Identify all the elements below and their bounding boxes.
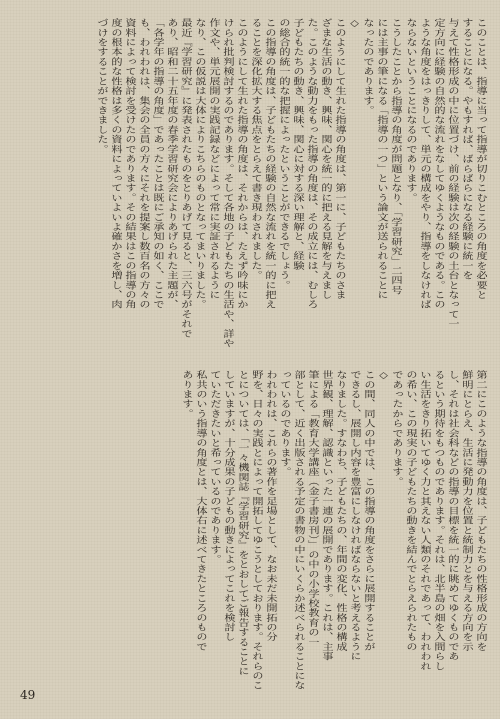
upper-left-text-column: 「各学年の指導の角度」であったことは既にご承知の如く、ここで — [152, 18, 165, 310]
lower-text-column: 鮮明にとらえ、生活に発動力を位置と統制力とを与える方向を示 — [461, 370, 474, 652]
upper-text-column: 与えて性格形成の中に位置づけ、前の経験は次の経験の土台となって一 — [447, 18, 460, 329]
upper-text-column: することになる。やもすれば、ばらばらになる経験に統一を — [461, 18, 474, 281]
lower-text-column: 筆による「教育大学講座（金子書房刊）」の中の小学校教育の一 — [307, 370, 320, 647]
upper-left-text-column: 度の根本的な性格は多くの資料によっていよいよ確かさを増し、肉 — [110, 18, 123, 310]
upper-text-column: た。このような動力をもった指導の角度は、その成立には、むしろ — [306, 18, 319, 310]
upper-text-column: なったのであります。 — [362, 18, 375, 116]
lower-text-column: なりました。すなわち、子どもたちの、年間の変化、性格の構成 — [335, 370, 348, 652]
upper-left-text-column: 資料によって検討を受けたのであります。その結果はこの指導の角 — [124, 18, 137, 310]
lower-text-column: 野を、日々の実践とによって開拓してゆこうとしております。それらのこ — [251, 370, 264, 691]
upper-text-column: ような角度をはっきりして、単元の構成をやり、指導をしなければ — [419, 18, 432, 310]
upper-text-column: ならないということになるのであります。 — [405, 18, 418, 203]
lower-text-column: 世界観、理解、認識といった一連の展開であります。これは、主事 — [321, 370, 334, 662]
upper-left-text-column: このようにして生れた指導の角度は、それからは、たえず吟味にか — [236, 18, 249, 310]
lower-text-column: われわれは、これらの著作を足場として、なお未だ未開拓の分 — [265, 370, 278, 642]
lower-text-column: し、それは社会科などの指導の目標を統一的に眺めてゆくものであ — [447, 370, 460, 662]
lower-text-column: ◇ — [377, 370, 390, 382]
upper-left-text-column: づけをすることができました。 — [96, 18, 109, 154]
upper-text-column: この指導の角度は、子どもたちの経験の自然な流れを統一的に把え — [264, 18, 277, 310]
lower-text-column: の希い、この現実の子どもたちの動きを結んでとらえられたもの — [405, 370, 418, 652]
upper-text-column: の総合的統一的な把握によったということができるでしょう。 — [278, 18, 291, 290]
upper-left-text-column: 最近『学習研究』に発表されたものをとりあげて見ると、三六号がそれで — [180, 18, 193, 339]
upper-text-column: このことは、指導に当って指導が切りこむところの角度を必要と — [475, 18, 488, 300]
upper-left-text-column: なり、この仮説は大体によりこちらのものとなってまいりました。 — [194, 18, 207, 310]
upper-text-column: には主事の筆になる「指導の一つ」という論文が送られることに — [376, 18, 389, 300]
lower-text-column: 第二にこのような指導の角度は、子どもたちの性格形成の方向を — [475, 370, 488, 652]
upper-text-column: 子どもたちの動き、興味、関心に対する深い理解と、経験 — [292, 18, 305, 271]
upper-text-block — [96, 18, 488, 348]
lower-text-column: あります。 — [181, 370, 194, 419]
upper-text-column: こうしたことから指導の角度が問題となり、「学習研究」二四号 — [390, 18, 403, 296]
lower-text-block — [181, 370, 488, 690]
lower-text-column: とについては、「一々機関誌『学習研究』をとおしてご報告することに — [237, 370, 250, 677]
upper-left-text-column: けられ批判検討するのであります。そして各地の子どもたちの生活や、詳や — [222, 18, 235, 349]
lower-text-column: していますが、十分成果の子どもの動きによってこれを検討し — [223, 370, 236, 642]
page-number: 49 — [20, 688, 36, 702]
lower-text-column: できるし、展開し内容を豊富にしなければならないと考えるように — [349, 370, 362, 662]
upper-text-column: 定方向に経験の自然的な流れをなしてゆくようなものである。この — [433, 18, 446, 310]
lower-text-column: るという期待をもつものであります。それは、北半島の畑を入間らし — [433, 370, 446, 671]
upper-text-column: ることを深化拡大する焦点をとらえて書き現わされました。 — [250, 18, 263, 281]
upper-left-text-column: あり、昭和二十五年度の春季学習研究会によりあげられた主題が、 — [166, 18, 179, 310]
lower-text-column: っているのであります。 — [279, 370, 292, 477]
upper-left-text-column: 作文や、単元展開の実践記録などによって常に実証されるように — [208, 18, 221, 300]
lower-text-column: 私共のいう指導の角度とは、大体右に述べてきたところのもので — [195, 370, 208, 652]
upper-text-column: このようにして生れた指導の角度は、第一に、子どもたちのさま — [334, 18, 347, 300]
upper-text-column: ◇ — [348, 18, 361, 30]
upper-left-text-column: も、われわれは、集会の全員の方々にそれを提案し数百名の方々の — [138, 18, 151, 310]
upper-text-column: ざまな生活の動き、興味、関心を統一的に把える見解を与えまし — [320, 18, 333, 300]
lower-text-column: い生活をきり拓いてゆく力と其えない人類のそれであって、われわれ — [419, 370, 432, 671]
lower-text-column: この間、同人の中では、この指導の角度をさらに展開することが — [363, 370, 376, 652]
lower-text-column: 部として、近く出版される予定の書物の中にいくらか述べられることにな — [293, 370, 306, 691]
lower-text-column: ていただきたいと希っているのであります。 — [209, 370, 222, 565]
lower-text-column: であったからであります。 — [391, 370, 404, 487]
